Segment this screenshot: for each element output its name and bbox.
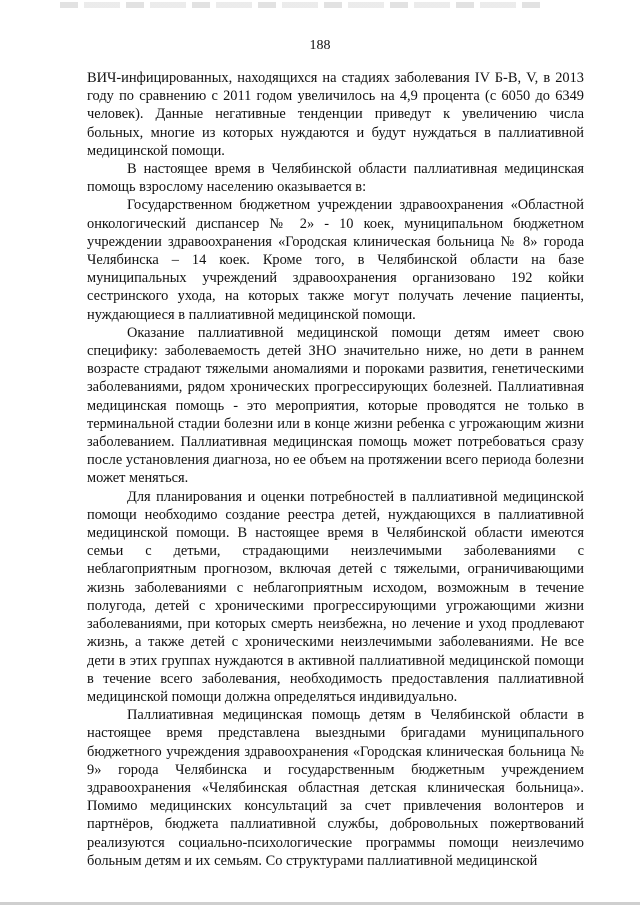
paragraph-children-services: Паллиативная медицинская помощь детям в Челябинской области в настоящее время представлена выездными бригадами муниципального бюджетного учреждения здравоохранения «Городская клиническая больница № 9» города Челябинска и государственным бюджетным учреждением здравоохранения «Челябинская областная детская клиническая больница». Помимо медицинских консультаций за счет привлечения волонтеров и партнёров, бюджета паллиативной службы, добровольных пожертвований реализуются социально-психологические программы помощи неизлечимо больным детям и их семьям. Со структурами паллиативной медицинской (87, 707, 584, 869)
paragraph-children-specifics: Оказание паллиативной медицинской помощи детям имеет свою специфику: заболеваемость детей ЗНО значительно ниже, но дети в раннем возрасте страдают тяжелыми аномалиями и пороками развития, генетическими заболеваниями, рядом хронических прогрессирующих болезней. Паллиативная медицинская помощь - это мероприятия, которые проводятся не только в терминальной стадии болезни или в конце жизни ребенка с угрожающим жизни заболеванием. Паллиативная медицинская помощь может потребоваться сразу после установления диагноза, но ее объем на протяжении всего периода болезни может меняться. (87, 324, 584, 487)
paragraph-adult-care-institutions: Государственном бюджетном учреждении здравоохранения «Областной онкологический диспансер № 2» - 10 коек, муниципальном бюджетном учреждении здравоохранения «Городская клиническая больница № 8» города Челябинска – 14 коек. Кроме того, в Челябинской области на базе муниципальных учреждений здравоохранения организовано 192 койки сестринского ухода, на которых также могут получать лечение пациенты, нуждающиеся в паллиативной медицинской помощи. (87, 197, 584, 323)
paragraph-children-registry: Для планирования и оценки потребностей в паллиативной медицинской помощи необходимо создание реестра детей, нуждающихся в паллиативной медицинской помощи. В настоящее время в Челябинской области имеются семьи с детьми, страдающими неизлечимыми заболеваниями с неблагоприятным прогнозом, включая детей с тяжелыми, ограничивающими жизнь заболеваниями с неблагоприятным исходом, возможным в течение полугода, детей с хроническими прогрессирующими угрожающими жизни заболеваниями, при которых смерть неизбежна, но лечение и уход продлевают жизнь, а также детей с хроническими неизлечимыми заболеваниями. Не все дети в этих группах нуждаются в активной паллиативной медицинской помощи в течение всего заболевания, необходимость предоставления паллиативной медицинской помощи должна определяться индивидуально. (87, 488, 584, 705)
paragraph-adult-care-intro: В настоящее время в Челябинской области паллиативная медицинская помощь взрослому населению оказывается в: (87, 161, 584, 196)
page-number: 188 (309, 38, 331, 53)
paragraph-hiv-continuation: ВИЧ-инфицированных, находящихся на стадиях заболевания IV Б-В, V, в 2013 году по сравнению с 2011 годом увеличилось на 4,9 процента (с 6050 до 6349 человек). Данные негативные тенденции приведут к увеличению числа больных, многие из которых нуждаются и будут нуждаться в паллиативной медицинской помощи. (87, 70, 584, 159)
page-body (87, 69, 584, 870)
scan-header-artifact (60, 2, 540, 8)
